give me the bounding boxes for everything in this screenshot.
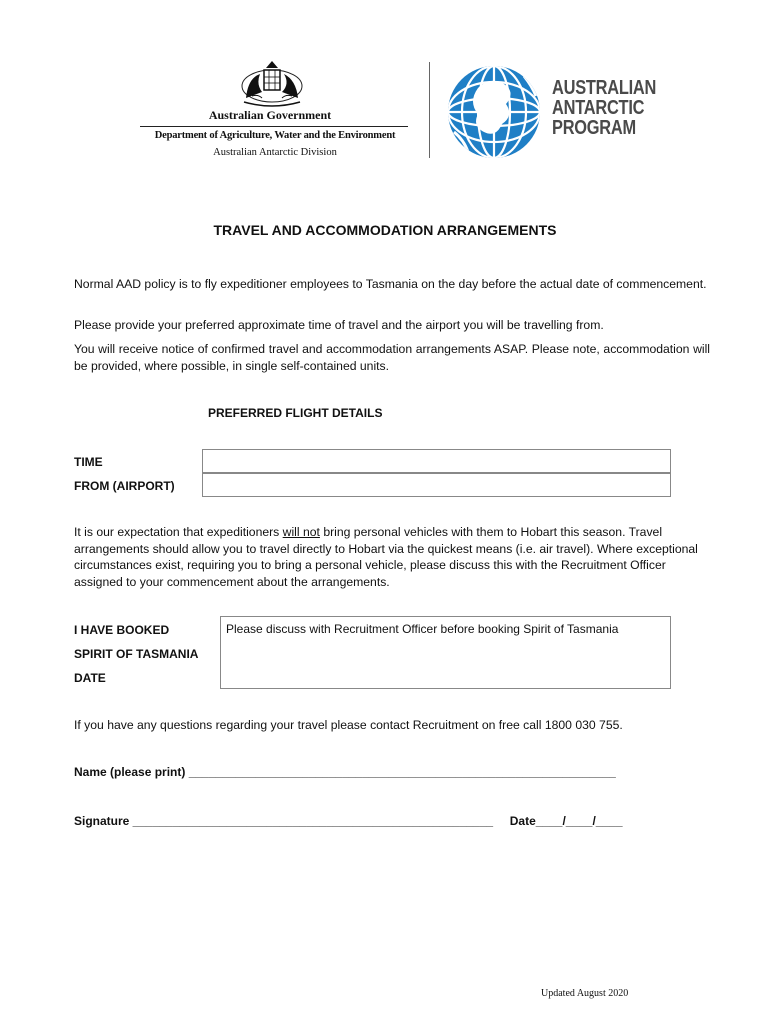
flight-details-heading: PREFERRED FLIGHT DETAILS [208, 406, 383, 420]
from-airport-field[interactable] [202, 473, 671, 497]
divider [140, 126, 408, 127]
spirit-booking-field[interactable]: Please discuss with Recruitment Officer before booking Spirit of Tasmania [220, 616, 671, 689]
vehicles-text-post: bring personal vehicles with them to Hobart this season. Travel arrangements should allow you to travel directly to Hobart via the quickest means (i.e. air travel). Where exceptional circumstances exist, requiring you to bring a personal vehicle, please discuss this with the Recruitment Officer assigned to your commencement about the arrangements. [74, 525, 698, 589]
government-name: Australian Government [208, 108, 332, 122]
name-print-field[interactable]: Name (please print) ________________________________________________________________ [74, 765, 616, 779]
updated-date: Updated August 2020 [541, 988, 629, 999]
time-label: TIME [74, 455, 103, 469]
vehicles-text-emphasis: will not [282, 525, 320, 539]
program-line-1: AUSTRALIAN [552, 77, 657, 99]
contact-note: If you have any questions regarding your travel please contact Recruitment on free call 1800 030 755. [74, 718, 623, 732]
intro-paragraph-3: You will receive notice of confirmed travel and accommodation arrangements ASAP. Please note, accommodation will be provided, where possible, in single self-contained units. [74, 342, 710, 373]
page-title: TRAVEL AND ACCOMMODATION ARRANGEMENTS [213, 222, 557, 238]
government-logo-block [130, 58, 420, 168]
from-airport-label: FROM (AIRPORT) [74, 479, 175, 493]
booked-label-1: I HAVE BOOKED [74, 623, 170, 637]
vehicles-text-pre: It is our expectation that expeditioners [74, 525, 283, 539]
vertical-divider [429, 62, 430, 158]
department-name: Department of Agriculture, Water and the Environment [154, 130, 396, 141]
booked-label-2: SPIRIT OF TASMANIA [74, 647, 199, 661]
antarctic-globe-icon [444, 62, 544, 162]
signature-date-field[interactable]: Signature ______________________________________________________ Date____/____/____ [74, 814, 623, 828]
program-line-3: PROGRAM [552, 117, 636, 139]
program-wordmark [552, 78, 656, 138]
division-name: Australian Antarctic Division [213, 147, 337, 158]
intro-paragraph-2: Please provide your preferred approximate time of travel and the airport you will be travelling from. [74, 318, 604, 332]
time-field[interactable] [202, 449, 671, 473]
coat-of-arms-icon [238, 58, 306, 110]
vehicles-paragraph [74, 524, 710, 590]
booked-label-3: DATE [74, 671, 106, 685]
intro-paragraph-1: Normal AAD policy is to fly expeditioner employees to Tasmania on the day before the actual date of commencement. [74, 277, 707, 291]
program-line-2: ANTARCTIC [552, 97, 645, 119]
